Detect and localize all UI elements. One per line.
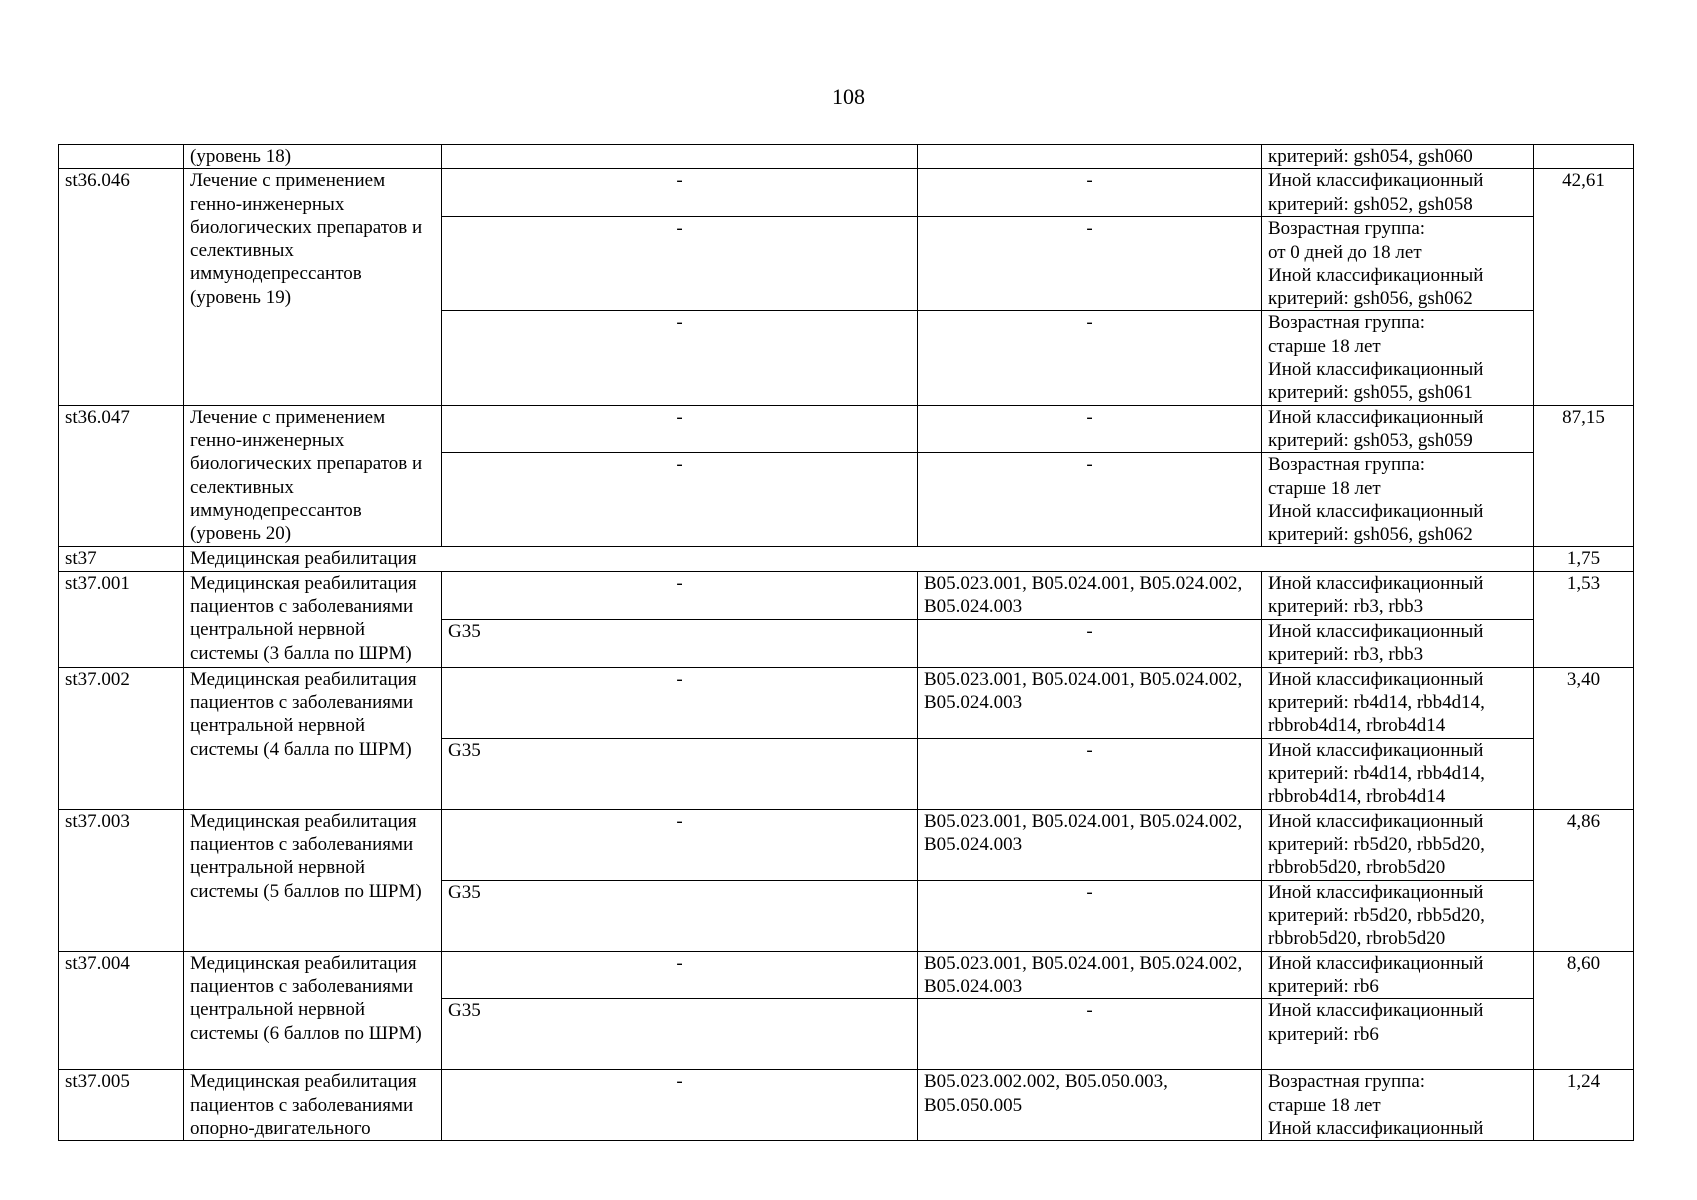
diagnosis-cell: - — [442, 951, 918, 999]
group-name: Медицинская реабилитация пациентов с заболеваниями опорно-двигательного — [184, 1070, 442, 1141]
service-cell: - — [918, 311, 1262, 405]
diagnosis-cell: G35 — [442, 999, 918, 1070]
coefficient-cell: 42,61 — [1534, 169, 1634, 405]
service-cell: - — [918, 169, 1262, 217]
group-name: Медицинская реабилитация пациентов с заболеваниями центральной нервной системы (6 баллов по ШРМ) — [184, 951, 442, 1070]
criteria-cell: Иной классификационный критерий: rb4d14, rbb4d14, rbbrob4d14, rbrob4d14 — [1262, 667, 1534, 738]
group-code: st37.001 — [59, 571, 184, 667]
service-cell: - — [918, 405, 1262, 453]
group-code: st37.005 — [59, 1070, 184, 1141]
tariff-table — [58, 144, 1634, 1141]
service-cell: - — [918, 453, 1262, 547]
criteria-cell: Возрастная группа: старше 18 лет Иной классификационный критерий: gsh056, gsh062 — [1262, 453, 1534, 547]
diagnosis-cell: - — [442, 571, 918, 619]
group-code: st37.004 — [59, 951, 184, 1070]
service-cell: - — [918, 880, 1262, 951]
group-code: st37.003 — [59, 809, 184, 951]
criteria-cell: Иной классификационный критерий: rb5d20, rbb5d20, rbbrob5d20, rbrob5d20 — [1262, 880, 1534, 951]
coefficient-cell: 4,86 — [1534, 809, 1634, 951]
table-row — [59, 809, 1634, 880]
diagnosis-cell: - — [442, 405, 918, 453]
coefficient-cell: 87,15 — [1534, 405, 1634, 547]
service-cell: B05.023.001, B05.024.001, B05.024.002, B05.024.003 — [918, 571, 1262, 619]
table-row — [59, 951, 1634, 999]
service-cell: - — [918, 217, 1262, 311]
criteria-cell: Иной классификационный критерий: rb3, rbb3 — [1262, 571, 1534, 619]
service-cell: B05.023.001, B05.024.001, B05.024.002, B05.024.003 — [918, 667, 1262, 738]
diagnosis-cell: - — [442, 1070, 918, 1141]
group-code: st36.046 — [59, 169, 184, 405]
coefficient-cell: 1,24 — [1534, 1070, 1634, 1141]
group-code: st36.047 — [59, 405, 184, 547]
table-row — [59, 405, 1634, 453]
group-name: Медицинская реабилитация — [184, 547, 1534, 571]
coefficient-cell: 1,53 — [1534, 571, 1634, 667]
criteria-cell: Возрастная группа: старше 18 лет Иной классификационный критерий: gsh055, gsh061 — [1262, 311, 1534, 405]
criteria-cell: Иной классификационный критерий: rb6 — [1262, 999, 1534, 1070]
diagnosis-cell: - — [442, 217, 918, 311]
service-cell: - — [918, 999, 1262, 1070]
diagnosis-cell: - — [442, 169, 918, 217]
service-cell: B05.023.001, B05.024.001, B05.024.002, B05.024.003 — [918, 809, 1262, 880]
criteria-cell: Возрастная группа: от 0 дней до 18 лет Иной классификационный критерий: gsh056, gsh062 — [1262, 217, 1534, 311]
diagnosis-cell: G35 — [442, 880, 918, 951]
group-name: Медицинская реабилитация пациентов с заболеваниями центральной нервной системы (3 балла по ШРМ) — [184, 571, 442, 667]
group-code: st37 — [59, 547, 184, 571]
coefficient-cell: 1,75 — [1534, 547, 1634, 571]
group-code: st37.002 — [59, 667, 184, 809]
criteria-cell: Иной классификационный критерий: gsh052, gsh058 — [1262, 169, 1534, 217]
criteria-cell: Возрастная группа: старше 18 лет Иной классификационный — [1262, 1070, 1534, 1141]
group-name: Медицинская реабилитация пациентов с заболеваниями центральной нервной системы (5 баллов по ШРМ) — [184, 809, 442, 951]
criteria-cell: Иной классификационный критерий: gsh053, gsh059 — [1262, 405, 1534, 453]
diagnosis-cell: - — [442, 667, 918, 738]
service-cell: - — [918, 738, 1262, 809]
table-row — [59, 1070, 1634, 1141]
service-cell: - — [918, 619, 1262, 667]
table-row — [59, 667, 1634, 738]
group-name: Лечение с применением генно-инженерных биологических препаратов и селективных иммунодепрессантов (уровень 19) — [184, 169, 442, 405]
diagnosis-cell: G35 — [442, 738, 918, 809]
group-name: Лечение с применением генно-инженерных биологических препаратов и селективных иммунодепрессантов (уровень 20) — [184, 405, 442, 547]
diagnosis-cell: - — [442, 311, 918, 405]
diagnosis-cell: - — [442, 809, 918, 880]
criteria-cell: Иной классификационный критерий: rb4d14, rbb4d14, rbbrob4d14, rbrob4d14 — [1262, 738, 1534, 809]
criteria-cell: критерий: gsh054, gsh060 — [1262, 145, 1534, 169]
table-row — [59, 571, 1634, 619]
diagnosis-cell: - — [442, 453, 918, 547]
group-name: Медицинская реабилитация пациентов с заболеваниями центральной нервной системы (4 балла по ШРМ) — [184, 667, 442, 809]
service-cell: B05.023.001, B05.024.001, B05.024.002, B05.024.003 — [918, 951, 1262, 999]
table-row — [59, 547, 1634, 571]
page-number: 108 — [832, 84, 865, 109]
coefficient-cell: 8,60 — [1534, 951, 1634, 1070]
table-row — [59, 169, 1634, 217]
coefficient-cell: 3,40 — [1534, 667, 1634, 809]
table-row — [59, 145, 1634, 169]
criteria-cell: Иной классификационный критерий: rb6 — [1262, 951, 1534, 999]
group-name: (уровень 18) — [184, 145, 442, 169]
criteria-cell: Иной классификационный критерий: rb3, rbb3 — [1262, 619, 1534, 667]
service-cell: B05.023.002.002, B05.050.003, B05.050.005 — [918, 1070, 1262, 1141]
diagnosis-cell: G35 — [442, 619, 918, 667]
criteria-cell: Иной классификационный критерий: rb5d20, rbb5d20, rbbrob5d20, rbrob5d20 — [1262, 809, 1534, 880]
